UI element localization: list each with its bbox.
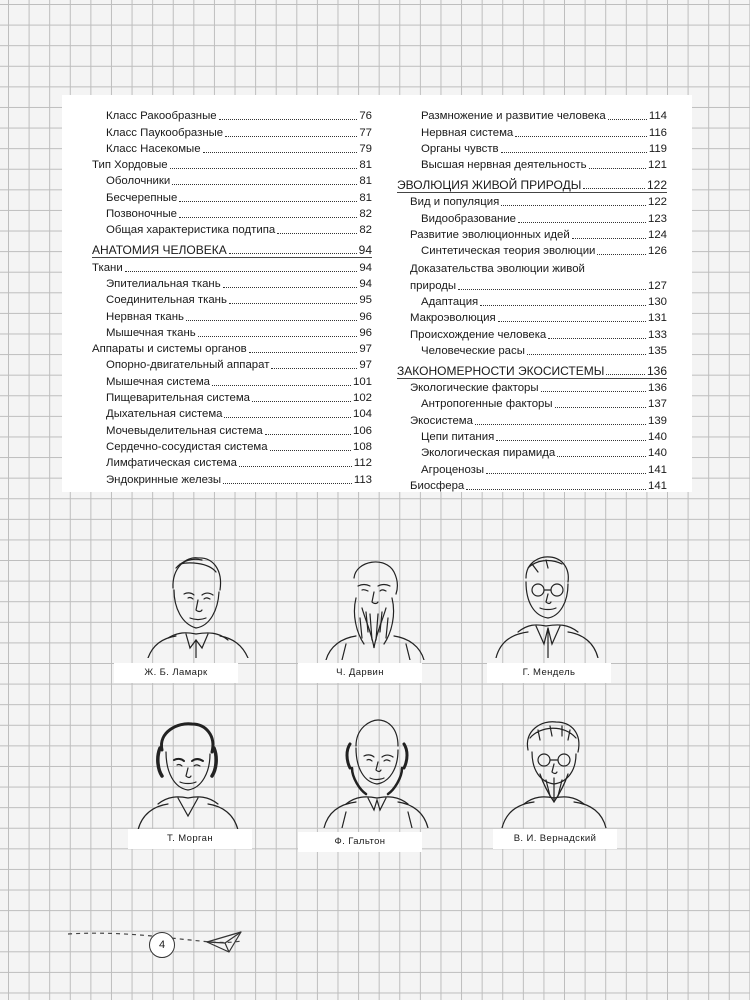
- toc-entry-page: 81: [359, 159, 372, 172]
- toc-entry: [397, 107, 667, 123]
- toc-entry: [92, 340, 372, 356]
- toc-entry-label: Доказательства эволюции живой: [410, 263, 585, 276]
- toc-entry: [92, 123, 372, 139]
- toc-entry: [92, 372, 372, 388]
- toc-entry-label: Цепи питания: [421, 431, 495, 444]
- toc-entry: [397, 411, 667, 427]
- toc-entry-page: 127: [647, 279, 667, 292]
- toc-entry-page: 133: [647, 328, 667, 341]
- paper-plane-icon: [205, 928, 243, 956]
- toc-leader-dots: [265, 434, 351, 435]
- toc-leader-dots: [548, 338, 646, 339]
- toc-leader-dots: [589, 168, 646, 169]
- toc-leader-dots: [170, 168, 358, 169]
- toc-leader-dots: [271, 368, 357, 369]
- toc-entry-label: Развитие эволюционных идей: [410, 229, 570, 242]
- toc-leader-dots: [229, 303, 357, 304]
- toc-entry-page: 114: [648, 110, 667, 123]
- portrait-morgan: [128, 718, 248, 830]
- toc-entry-label: Соединительная ткань: [106, 294, 227, 307]
- toc-entry: [397, 156, 667, 172]
- toc-entry-page: 135: [647, 344, 667, 357]
- toc-entry-label: Дыхательная система: [106, 408, 223, 421]
- toc-entry: [397, 379, 667, 395]
- toc-entry: [397, 395, 667, 411]
- toc-leader-dots: [458, 289, 646, 290]
- toc-entry-label: Оболочники: [106, 175, 171, 188]
- toc-entry-page: 94: [359, 277, 372, 290]
- caption-vernadsky: [493, 829, 617, 849]
- toc-leader-dots: [225, 136, 357, 137]
- toc-entry-label: Мышечная ткань: [106, 326, 196, 339]
- toc-entry: [397, 276, 667, 292]
- toc-leader-dots: [515, 136, 647, 137]
- toc-entry-label: Класс Насекомые: [106, 142, 201, 155]
- toc-right-column: [397, 107, 667, 493]
- toc-entry: [397, 444, 667, 460]
- toc-entry-label: Органы чувств: [421, 142, 499, 155]
- toc-section-heading: [397, 172, 667, 193]
- toc-entry-label: Эндокринные железы: [106, 473, 222, 486]
- toc-entry-label: Нервная ткань: [106, 310, 184, 323]
- toc-entry: [92, 454, 372, 470]
- toc-entry-label: Экологические факторы: [410, 382, 539, 395]
- toc-leader-dots: [224, 417, 351, 418]
- toc-leader-dots: [249, 352, 358, 353]
- toc-leader-dots: [501, 205, 646, 206]
- toc-entry: [397, 428, 667, 444]
- toc-entry-page: 140: [647, 447, 667, 460]
- toc-entry-page: 94: [359, 261, 372, 274]
- toc-entry-page: 76: [359, 110, 372, 123]
- toc-entry: [397, 325, 667, 341]
- toc-entry-label: Ткани: [92, 261, 123, 274]
- toc-entry-label: Человеческие расы: [421, 344, 525, 357]
- toc-entry: [92, 389, 372, 405]
- toc-leader-dots: [557, 456, 646, 457]
- toc-entry: [92, 438, 372, 454]
- toc-entry-page: 102: [352, 392, 372, 405]
- toc-entry-label: Пищеварительная система: [106, 392, 251, 405]
- toc-leader-dots: [252, 401, 351, 402]
- toc-entry-page: 126: [647, 245, 667, 258]
- toc-entry-label: Общая характеристика подтипа: [106, 224, 276, 237]
- portrait-caption: Ф. Гальтон: [334, 836, 386, 847]
- toc-section-heading: [92, 237, 372, 258]
- toc-entry: [92, 421, 372, 437]
- toc-leader-dots: [518, 222, 646, 223]
- toc-entry-page: 108: [352, 440, 372, 453]
- toc-entry-page: 96: [359, 326, 372, 339]
- toc-entry: [92, 205, 372, 221]
- toc-entry-label: АНАТОМИЯ ЧЕЛОВЕКА: [92, 243, 227, 258]
- toc-leader-dots: [212, 385, 351, 386]
- portrait-darwin: [316, 548, 436, 660]
- caption-lamarck: [114, 663, 238, 683]
- toc-entry-page: 81: [359, 175, 372, 188]
- portrait-vernadsky: [494, 716, 614, 828]
- toc-leader-dots: [597, 254, 646, 255]
- toc-leader-dots: [501, 152, 647, 153]
- table-of-contents: [62, 95, 692, 492]
- toc-entry-label: Макроэволюция: [410, 312, 496, 325]
- toc-leader-dots: [223, 287, 358, 288]
- toc-entry-page: 113: [353, 473, 372, 486]
- portrait-caption: Т. Морган: [166, 833, 213, 844]
- toc-entry-label: Опорно-двигательный аппарат: [106, 359, 270, 372]
- toc-entry-page: 124: [647, 229, 667, 242]
- toc-leader-dots: [270, 450, 351, 451]
- toc-entry: [92, 156, 372, 172]
- toc-leader-dots: [239, 466, 352, 467]
- toc-entry-label: Агроценозы: [421, 463, 485, 476]
- toc-entry: [397, 140, 667, 156]
- portrait-galton: [316, 716, 436, 828]
- toc-entry-page: 101: [352, 375, 372, 388]
- toc-entry: [92, 188, 372, 204]
- toc-leader-dots: [229, 253, 357, 254]
- toc-entry: [397, 342, 667, 358]
- toc-entry-label: Лимфатическая система: [106, 457, 237, 470]
- toc-leader-dots: [541, 391, 646, 392]
- toc-entry-page: 122: [646, 178, 667, 193]
- toc-entry: [92, 140, 372, 156]
- toc-entry-page: 79: [359, 142, 372, 155]
- toc-entry-label: Мышечная система: [106, 375, 211, 388]
- toc-entry: [92, 356, 372, 372]
- toc-entry-page: 137: [647, 398, 667, 411]
- toc-entry-label: Синтетическая теория эволюции: [421, 245, 596, 258]
- toc-entry: [92, 405, 372, 421]
- toc-entry-label: Класс Паукообразные: [106, 126, 224, 139]
- toc-entry-page: 97: [359, 359, 372, 372]
- toc-leader-dots: [179, 217, 357, 218]
- toc-entry: [92, 275, 372, 291]
- toc-entry-label: Сердечно-сосудистая система: [106, 440, 268, 453]
- toc-entry-page: 141: [647, 463, 667, 476]
- toc-entry-page: 130: [647, 295, 667, 308]
- toc-entry-label: Класс Ракообразные: [106, 110, 217, 123]
- toc-entry-page: 77: [359, 126, 372, 139]
- toc-entry: [397, 242, 667, 258]
- toc-leader-dots: [496, 440, 646, 441]
- toc-entry-label: Экосистема: [410, 414, 473, 427]
- toc-entry-page: 96: [359, 310, 372, 323]
- toc-leader-dots: [223, 483, 352, 484]
- toc-entry: [397, 209, 667, 225]
- toc-entry-page: 112: [353, 457, 372, 470]
- toc-entry: [397, 226, 667, 242]
- toc-leader-dots: [555, 407, 646, 408]
- toc-entry-page: 82: [359, 224, 372, 237]
- caption-darwin: [298, 663, 422, 683]
- toc-entry: [92, 221, 372, 237]
- toc-entry-page: 140: [647, 431, 667, 444]
- toc-entry-label: Биосфера: [410, 479, 465, 492]
- toc-leader-dots: [608, 119, 647, 120]
- toc-entry: [92, 324, 372, 340]
- toc-entry: [397, 123, 667, 139]
- toc-entry: [92, 172, 372, 188]
- toc-entry-label: Тип Хордовые: [92, 159, 168, 172]
- toc-entry: [92, 307, 372, 323]
- toc-entry-page: 106: [352, 424, 372, 437]
- toc-leader-dots: [486, 473, 646, 474]
- toc-entry-label: Видообразование: [421, 212, 517, 225]
- toc-leader-dots: [527, 354, 646, 355]
- caption-morgan: [128, 829, 252, 849]
- page-number: 4: [149, 932, 175, 958]
- toc-leader-dots: [480, 305, 646, 306]
- toc-leader-dots: [198, 336, 358, 337]
- toc-entry-label: Нервная система: [421, 126, 514, 139]
- toc-entry-label: Эпителиальная ткань: [106, 277, 221, 290]
- toc-leader-dots: [172, 184, 357, 185]
- toc-entry-page: 131: [647, 312, 667, 325]
- toc-leader-dots: [179, 201, 357, 202]
- toc-leader-dots: [606, 374, 645, 375]
- toc-entry: [92, 470, 372, 486]
- portrait-lamarck: [138, 548, 258, 658]
- toc-entry: [92, 258, 372, 274]
- toc-entry-label: ЭВОЛЮЦИЯ ЖИВОЙ ПРИРОДЫ: [397, 178, 582, 193]
- toc-section-heading: [397, 358, 667, 379]
- toc-entry-page: 139: [647, 414, 667, 427]
- toc-entry: [92, 107, 372, 123]
- toc-entry-label: Размножение и развитие человека: [421, 110, 606, 123]
- toc-entry-page: 81: [359, 191, 372, 204]
- toc-leader-dots: [186, 320, 357, 321]
- toc-entry-page: 94: [358, 243, 372, 258]
- toc-entry-label: Мочевыделительная система: [106, 424, 263, 437]
- portrait-caption: Ч. Дарвин: [336, 667, 384, 678]
- portrait-mendel: [488, 548, 608, 658]
- portrait-caption: Г. Мендель: [522, 667, 576, 678]
- toc-entry: [92, 291, 372, 307]
- toc-entry-label: Аппараты и системы органов: [92, 343, 247, 356]
- toc-entry-page: 122: [647, 196, 667, 209]
- toc-entry-page: 97: [359, 343, 372, 356]
- toc-entry: [397, 293, 667, 309]
- caption-galton: [298, 832, 422, 852]
- toc-leader-dots: [475, 424, 646, 425]
- toc-entry-label: Позвоночные: [106, 208, 177, 221]
- toc-entry: [397, 258, 667, 276]
- toc-leader-dots: [219, 119, 358, 120]
- toc-entry: [397, 309, 667, 325]
- toc-entry: [397, 477, 667, 493]
- toc-entry-page: 116: [648, 126, 667, 139]
- portrait-caption: Ж. Б. Ламарк: [144, 667, 208, 678]
- toc-entry-label: Высшая нервная деятельность: [421, 159, 587, 172]
- toc-entry-page: 119: [648, 142, 667, 155]
- toc-leader-dots: [466, 489, 646, 490]
- toc-entry-label: Экологическая пирамида: [421, 447, 556, 460]
- toc-leader-dots: [583, 188, 645, 189]
- toc-entry: [397, 193, 667, 209]
- toc-entry-page: 82: [359, 208, 372, 221]
- toc-left-column: [92, 107, 372, 487]
- toc-entry-page: 121: [647, 159, 667, 172]
- portrait-caption: В. И. Вернадский: [513, 833, 597, 844]
- toc-entry-label: Антропогенные факторы: [421, 398, 553, 411]
- toc-entry-label: ЗАКОНОМЕРНОСТИ ЭКОСИСТЕМЫ: [397, 363, 605, 378]
- toc-entry-page: 123: [647, 212, 667, 225]
- toc-entry-label: Бесчерепные: [106, 191, 178, 204]
- toc-leader-dots: [572, 238, 646, 239]
- toc-entry-label: природы: [410, 279, 457, 292]
- toc-leader-dots: [125, 271, 358, 272]
- caption-mendel: [487, 663, 611, 683]
- toc-entry-label: Адаптация: [421, 295, 479, 308]
- toc-entry-page: 95: [359, 294, 372, 307]
- toc-leader-dots: [277, 233, 357, 234]
- toc-entry-page: 141: [647, 479, 667, 492]
- toc-leader-dots: [498, 321, 646, 322]
- toc-entry-label: Происхождение человека: [410, 328, 547, 341]
- toc-entry-page: 136: [646, 363, 667, 378]
- toc-leader-dots: [203, 152, 358, 153]
- toc-entry-page: 104: [352, 408, 372, 421]
- toc-entry: [397, 460, 667, 476]
- toc-entry-page: 136: [647, 382, 667, 395]
- toc-entry-label: Вид и популяция: [410, 196, 500, 209]
